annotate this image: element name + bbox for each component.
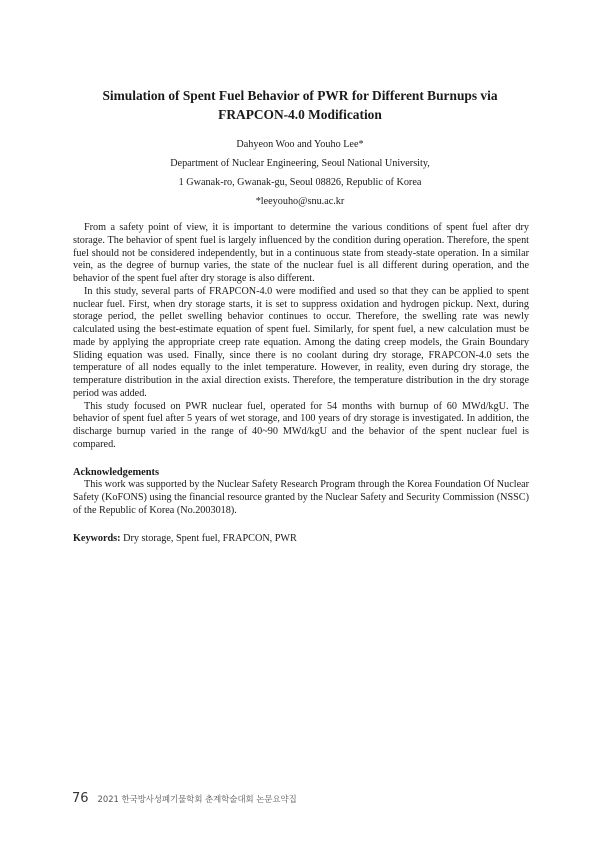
affiliation-address: 1 Gwanak-ro, Gwanak-gu, Seoul 08826, Republic of Korea <box>178 177 422 188</box>
acknowledgements-heading: Acknowledgements <box>73 467 160 478</box>
body-paragraph-2: In this study, several parts of FRAPCON-4.0 were modified and used so that they can be applied to spent nuclear fuel. First, when dry storage starts, it is set to suppress oxidation and hydrogen pickup. Next, during storage period, the pellet swelling behavior continues to occur. Therefore, the swelling rate was newly calculated using the best-estimate equation of spent fuel. Similarly, for spent fuel, a new calculation must be made by applying the appropriate creep rate equation. Among the dating creep models, the Grain Boundary Sliding equation was used. Finally, since there is no coolant during dry storage, FRAPCON-4.0 sets the temperature of all nodes equally to the inlet temperature. However, in reality, even during dry storage, the temperature distribution in the axial direction exists. Therefore, the temperature distribution in the dry storage period was added. <box>73 285 529 399</box>
body-paragraph-1: From a safety point of view, it is important to determine the various conditions of spent fuel after dry storage. The behavior of spent fuel is largely influenced by the condition during operation. Therefore, the spent fuel should not be considered independently, but in a continuous state from steady-state operation. In a similar vein, as the degree of burnup varies, the state of the nuclear fuel is all different during operation, and the behavior of the spent fuel after dry storage is also different. <box>73 222 529 284</box>
page-footer <box>72 791 297 806</box>
title-line-1: Simulation of Spent Fuel Behavior of PWR for Different Burnups via <box>102 88 498 103</box>
corresponding-email: *leeyouho@snu.ac.kr <box>255 196 345 207</box>
body-paragraph-3: This study focused on PWR nuclear fuel, operated for 54 months with burnup of 60 MWd/kgU. The behavior of spent fuel after 5 years of wet storage, and 100 years of dry storage is investigated. In addition, the discharge burnup varied in the range of 40~90 MWd/kgU and the behavior of the spent nuclear fuel is compared. <box>73 400 529 450</box>
title-line-2: FRAPCON-4.0 Modification <box>218 107 382 122</box>
keywords-line <box>73 532 297 545</box>
proceedings-title: 2021 한국방사성폐기물학회 춘계학술대회 논문요약집 <box>97 794 297 804</box>
abstract-body <box>73 222 529 452</box>
paper-title <box>60 86 540 124</box>
acknowledgements-section <box>73 479 529 517</box>
acknowledgements-text: This work was supported by the Nuclear Safety Research Program through the Korea Foundation Of Nuclear Safety (KoFONS) using the financial resource granted by the Nuclear Safety and Security Commission (NSSC) of the Republic of Korea (No.2003018). <box>73 479 530 516</box>
keywords-text: Dry storage, Spent fuel, FRAPCON, PWR <box>120 533 297 544</box>
affiliation-department: Department of Nuclear Engineering, Seoul National University, <box>170 158 430 169</box>
page-number: 76 <box>72 791 89 806</box>
keywords-label: Keywords: <box>73 533 121 544</box>
author-list: Dahyeon Woo and Youho Lee* <box>236 139 364 150</box>
